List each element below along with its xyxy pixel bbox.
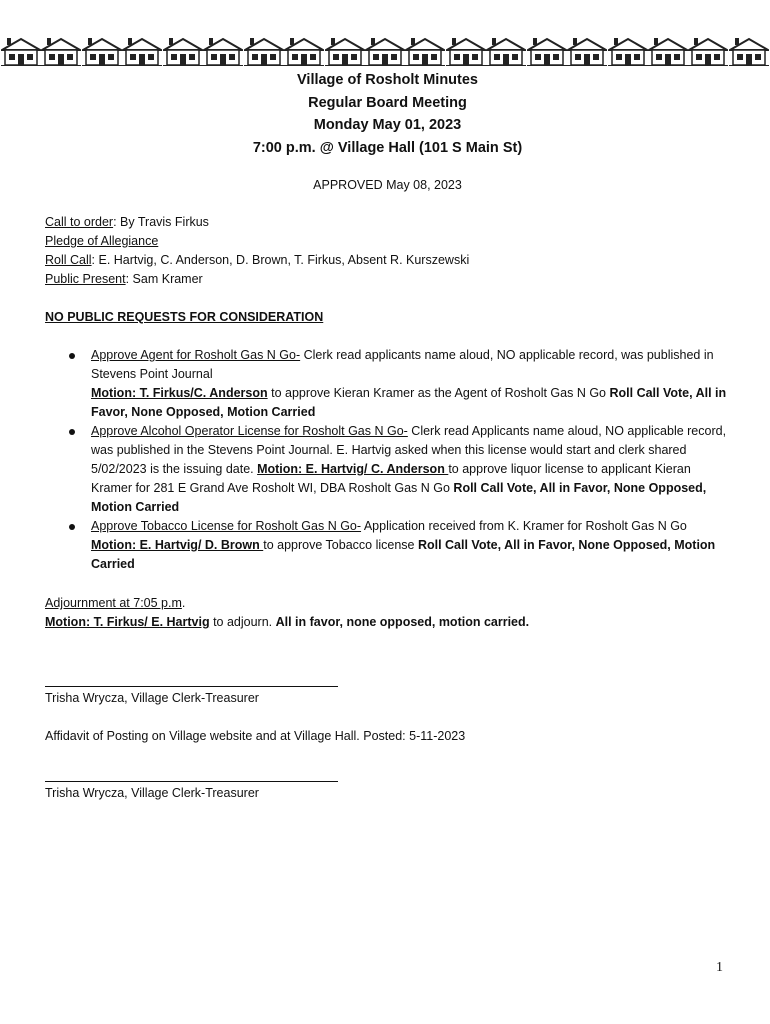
item-text: to approve liquor license to applicant Kieran Kramer for 281 E Grand Ave Rosholt WI, DBA Rosholt Gas N Go [91, 462, 691, 495]
pledge [45, 232, 730, 251]
title-line: Monday May 01, 2023 [313, 117, 462, 133]
opening-section [45, 213, 730, 289]
item-result: Roll Call Vote, All in Favor, None Opposed, Motion Carried [91, 386, 727, 419]
public-present [45, 270, 730, 289]
item-motion: Motion: T. Firkus/C. Anderson [91, 386, 268, 400]
house-icon [41, 37, 81, 67]
clerk-signature: Trisha Wrycza, Village Clerk-Treasurer [45, 691, 259, 705]
agenda-item [45, 517, 730, 574]
affidavit: Affidavit of Posting on Village website and at Village Hall. Posted: 5-11-2023 [45, 729, 466, 743]
house-icon [163, 37, 203, 67]
signature-line [45, 686, 338, 687]
call-to-order-value: : By Travis Firkus [113, 215, 209, 229]
adjournment-motion: Motion: T. Firkus/ E. Hartvig [45, 615, 210, 629]
house-icon [405, 37, 445, 67]
house-icon [82, 37, 122, 67]
item-topic: Approve Tobacco License for Rosholt Gas N Go- [91, 519, 362, 533]
house-icon [608, 37, 648, 67]
house-icon [486, 37, 526, 67]
roll-call [45, 251, 730, 270]
document-title [45, 69, 730, 159]
section-heading: NO PUBLIC REQUESTS FOR CONSIDERATION [45, 310, 324, 324]
title-line: Village of Rosholt Minutes [297, 72, 478, 88]
house-icon [1, 37, 41, 67]
agenda-item [45, 422, 730, 517]
house-icon [325, 37, 365, 67]
adjournment-period: . [181, 596, 186, 610]
house-icon [729, 37, 769, 67]
item-result: Roll Call Vote, All in Favor, None Opposed, Motion Carried [91, 481, 707, 514]
agenda-item [45, 346, 730, 422]
house-icon [567, 37, 607, 67]
adjournment-text: to adjourn. [209, 615, 276, 629]
item-motion: Motion: E. Hartvig/ D. Brown [91, 538, 264, 552]
pledge-label: Pledge of Allegiance [45, 234, 159, 248]
title-line: Regular Board Meeting [308, 94, 467, 111]
call-to-order-label: Call to order [45, 215, 114, 229]
house-icon [446, 37, 486, 67]
adjournment-label: Adjournment at 7:05 p.m [45, 596, 182, 610]
item-topic: Approve Alcohol Operator License for Rosholt Gas N Go- [91, 424, 408, 438]
item-text: Clerk read applicants name aloud, NO applicable record, was published in Stevens Point Journal [91, 348, 714, 381]
house-row-banner [0, 37, 770, 67]
house-icon [284, 37, 324, 67]
house-icon [688, 37, 728, 67]
clerk-signature: Trisha Wrycza, Village Clerk-Treasurer [45, 786, 259, 800]
house-icon [203, 37, 243, 67]
roll-call-value: : E. Hartvig, C. Anderson, D. Brown, T. Firkus, Absent R. Kurszewski [91, 253, 470, 267]
item-result: Roll Call Vote, All in Favor, None Opposed, Motion Carried [91, 538, 716, 571]
title-line: 7:00 p.m. @ Village Hall (101 S Main St) [252, 139, 523, 156]
signature-line [45, 781, 338, 782]
house-icon [244, 37, 284, 67]
public-present-label: Public Present [45, 272, 126, 286]
adjournment [45, 594, 730, 632]
item-text: Application received from K. Kramer for Rosholt Gas N Go [361, 519, 687, 533]
roll-call-label: Roll Call [45, 253, 92, 267]
house-icon [365, 37, 405, 67]
item-text: Clerk read Applicants name aloud, NO applicable record, was published in the Stevens Point Journal. E. Hartvig asked when this license would start and clerk shared 5/02/2023 is the issuing date. [91, 424, 727, 476]
house-icon [648, 37, 688, 67]
item-topic: Approve Agent for Rosholt Gas N Go- [91, 348, 301, 362]
item-motion: Motion: E. Hartvig/ C. Anderson [257, 462, 449, 476]
call-to-order [45, 213, 730, 232]
public-present-value: : Sam Kramer [125, 272, 203, 286]
agenda-items [45, 346, 730, 574]
item-text: to approve Kieran Kramer as the Agent of Rosholt Gas N Go [267, 386, 610, 400]
approved-date: APPROVED May 08, 2023 [313, 178, 462, 192]
house-icon [122, 37, 162, 67]
adjournment-result: All in favor, none opposed, motion carried. [275, 615, 530, 629]
item-text: to approve Tobacco license [263, 538, 418, 552]
page-number: 1 [716, 960, 723, 975]
house-icon [527, 37, 567, 67]
